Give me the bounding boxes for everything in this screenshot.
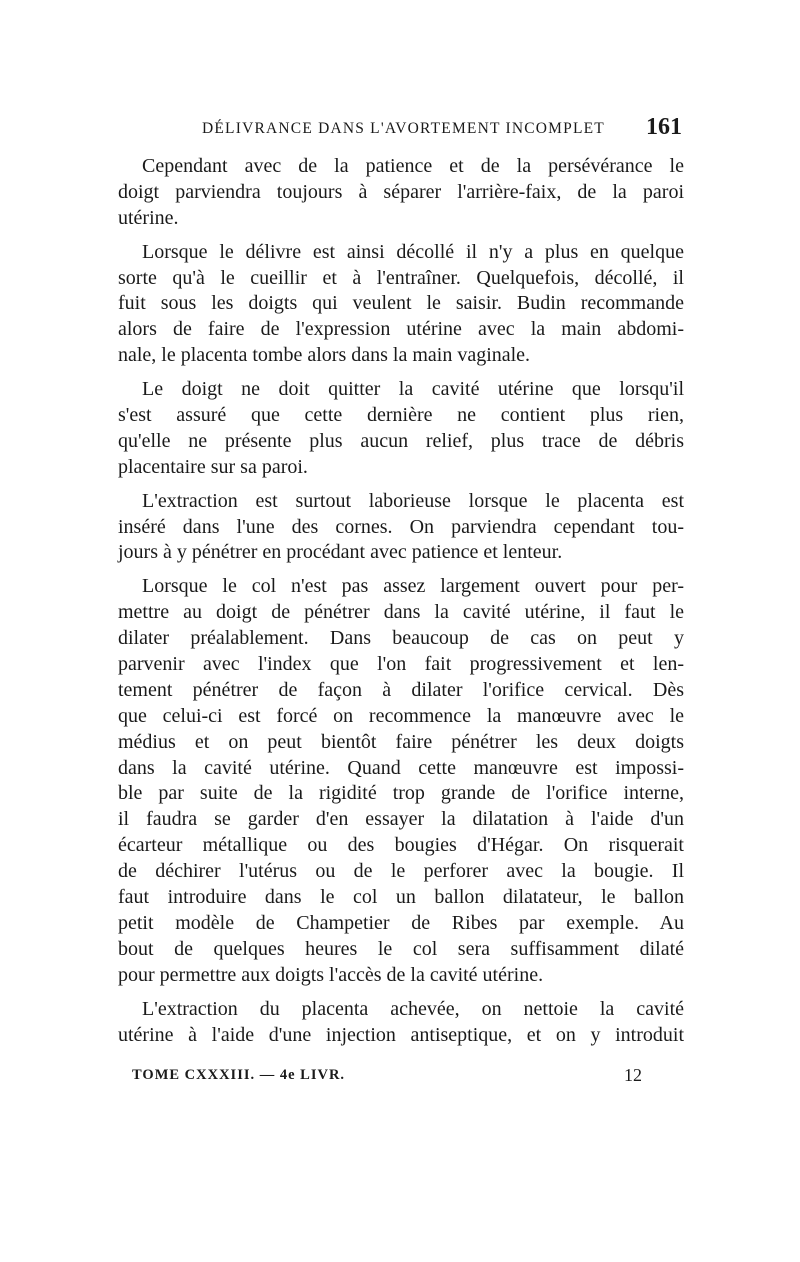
text-line: Le doigt ne doit quitter la cavité utérine que lorsqu'il bbox=[142, 378, 684, 401]
paragraph bbox=[118, 240, 684, 369]
running-title: DÉLIVRANCE DANS L'AVORTEMENT INCOMPLET bbox=[202, 120, 605, 137]
text-line: Lorsque le délivre est ainsi décollé il n'y a plus en quelque bbox=[142, 240, 684, 263]
text-line: médius et on peut bientôt faire pénétrer les deux doigts bbox=[118, 730, 684, 753]
text-line: jours à y pénétrer en procédant avec patience et lenteur. bbox=[118, 541, 563, 564]
paragraph bbox=[118, 154, 684, 232]
text-line: L'extraction du placenta achevée, on nettoie la cavité bbox=[142, 997, 684, 1020]
paragraph-gap bbox=[118, 232, 684, 240]
text-line: inséré dans l'une des cornes. On parviendra cependant tou- bbox=[118, 515, 684, 538]
text-line: doigt parviendra toujours à séparer l'arrière-faix, de la paroi bbox=[118, 180, 684, 203]
text-line: utérine. bbox=[118, 206, 179, 229]
text-line: Lorsque le col n'est pas assez largement ouvert pour per- bbox=[142, 575, 684, 598]
text-line: tement pénétrer de façon à dilater l'orifice cervical. Dès bbox=[118, 678, 684, 701]
text-line: parvenir avec l'index que l'on fait progressivement et len- bbox=[118, 653, 684, 676]
printer-signature: TOME CXXXIII. — 4e LIVR. bbox=[132, 1067, 346, 1083]
text-line: de déchirer l'utérus ou de le perforer avec la bougie. Il bbox=[118, 860, 684, 883]
text-line: dans la cavité utérine. Quand cette manœuvre est impossi- bbox=[118, 756, 684, 779]
text-line: fuit sous les doigts qui veulent le saisir. Budin recommande bbox=[118, 292, 684, 315]
text-line: bout de quelques heures le col sera suffisamment dilaté bbox=[118, 937, 684, 960]
paragraph bbox=[118, 489, 684, 567]
text-line: ble par suite de la rigidité trop grande de l'orifice interne, bbox=[118, 782, 684, 805]
paragraph bbox=[118, 997, 684, 1049]
text-line: s'est assuré que cette dernière ne contient plus rien, bbox=[118, 404, 684, 427]
text-line: nale, le placenta tombe alors dans la main vaginale. bbox=[118, 344, 531, 367]
text-line: que celui-ci est forcé on recommence la manœuvre avec le bbox=[118, 704, 684, 727]
text-line: pour permettre aux doigts l'accès de la cavité utérine. bbox=[118, 963, 544, 986]
text-line: faut introduire dans le col un ballon dilatateur, le ballon bbox=[118, 886, 684, 909]
running-head bbox=[118, 114, 684, 148]
text-line: écarteur métallique ou des bougies d'Hégar. On risquerait bbox=[118, 834, 684, 857]
paragraph-gap bbox=[118, 369, 684, 377]
paragraph-gap bbox=[118, 989, 684, 997]
page-footer bbox=[132, 1067, 642, 1095]
text-line: L'extraction est surtout laborieuse lorsque le placenta est bbox=[142, 489, 684, 512]
paragraph-gap bbox=[118, 566, 684, 574]
text-line: placentaire sur sa paroi. bbox=[118, 455, 308, 478]
paragraph-gap bbox=[118, 481, 684, 489]
text-line: Cependant avec de la patience et de la persévérance le bbox=[142, 155, 684, 177]
text-line: dilater préalablement. Dans beaucoup de cas on peut y bbox=[118, 627, 684, 650]
page-number: 161 bbox=[646, 114, 682, 140]
sheet-number: 12 bbox=[624, 1065, 642, 1085]
paragraph bbox=[118, 377, 684, 481]
text-line: utérine à l'aide d'une injection antiseptique, et on y introduit bbox=[118, 1023, 684, 1046]
text-line: sorte qu'à le cueillir et à l'entraîner. Quelquefois, décollé, il bbox=[118, 266, 684, 289]
text-line: il faudra se garder d'en essayer la dilatation à l'aide d'un bbox=[118, 808, 684, 831]
text-line: alors de faire de l'expression utérine avec la main abdomi- bbox=[118, 318, 684, 341]
paragraph bbox=[118, 574, 684, 988]
body-text bbox=[118, 154, 684, 1048]
text-line: petit modèle de Champetier de Ribes par exemple. Au bbox=[118, 911, 684, 934]
text-line: qu'elle ne présente plus aucun relief, plus trace de débris bbox=[118, 429, 684, 452]
text-line: mettre au doigt de pénétrer dans la cavité utérine, il faut le bbox=[118, 601, 684, 624]
